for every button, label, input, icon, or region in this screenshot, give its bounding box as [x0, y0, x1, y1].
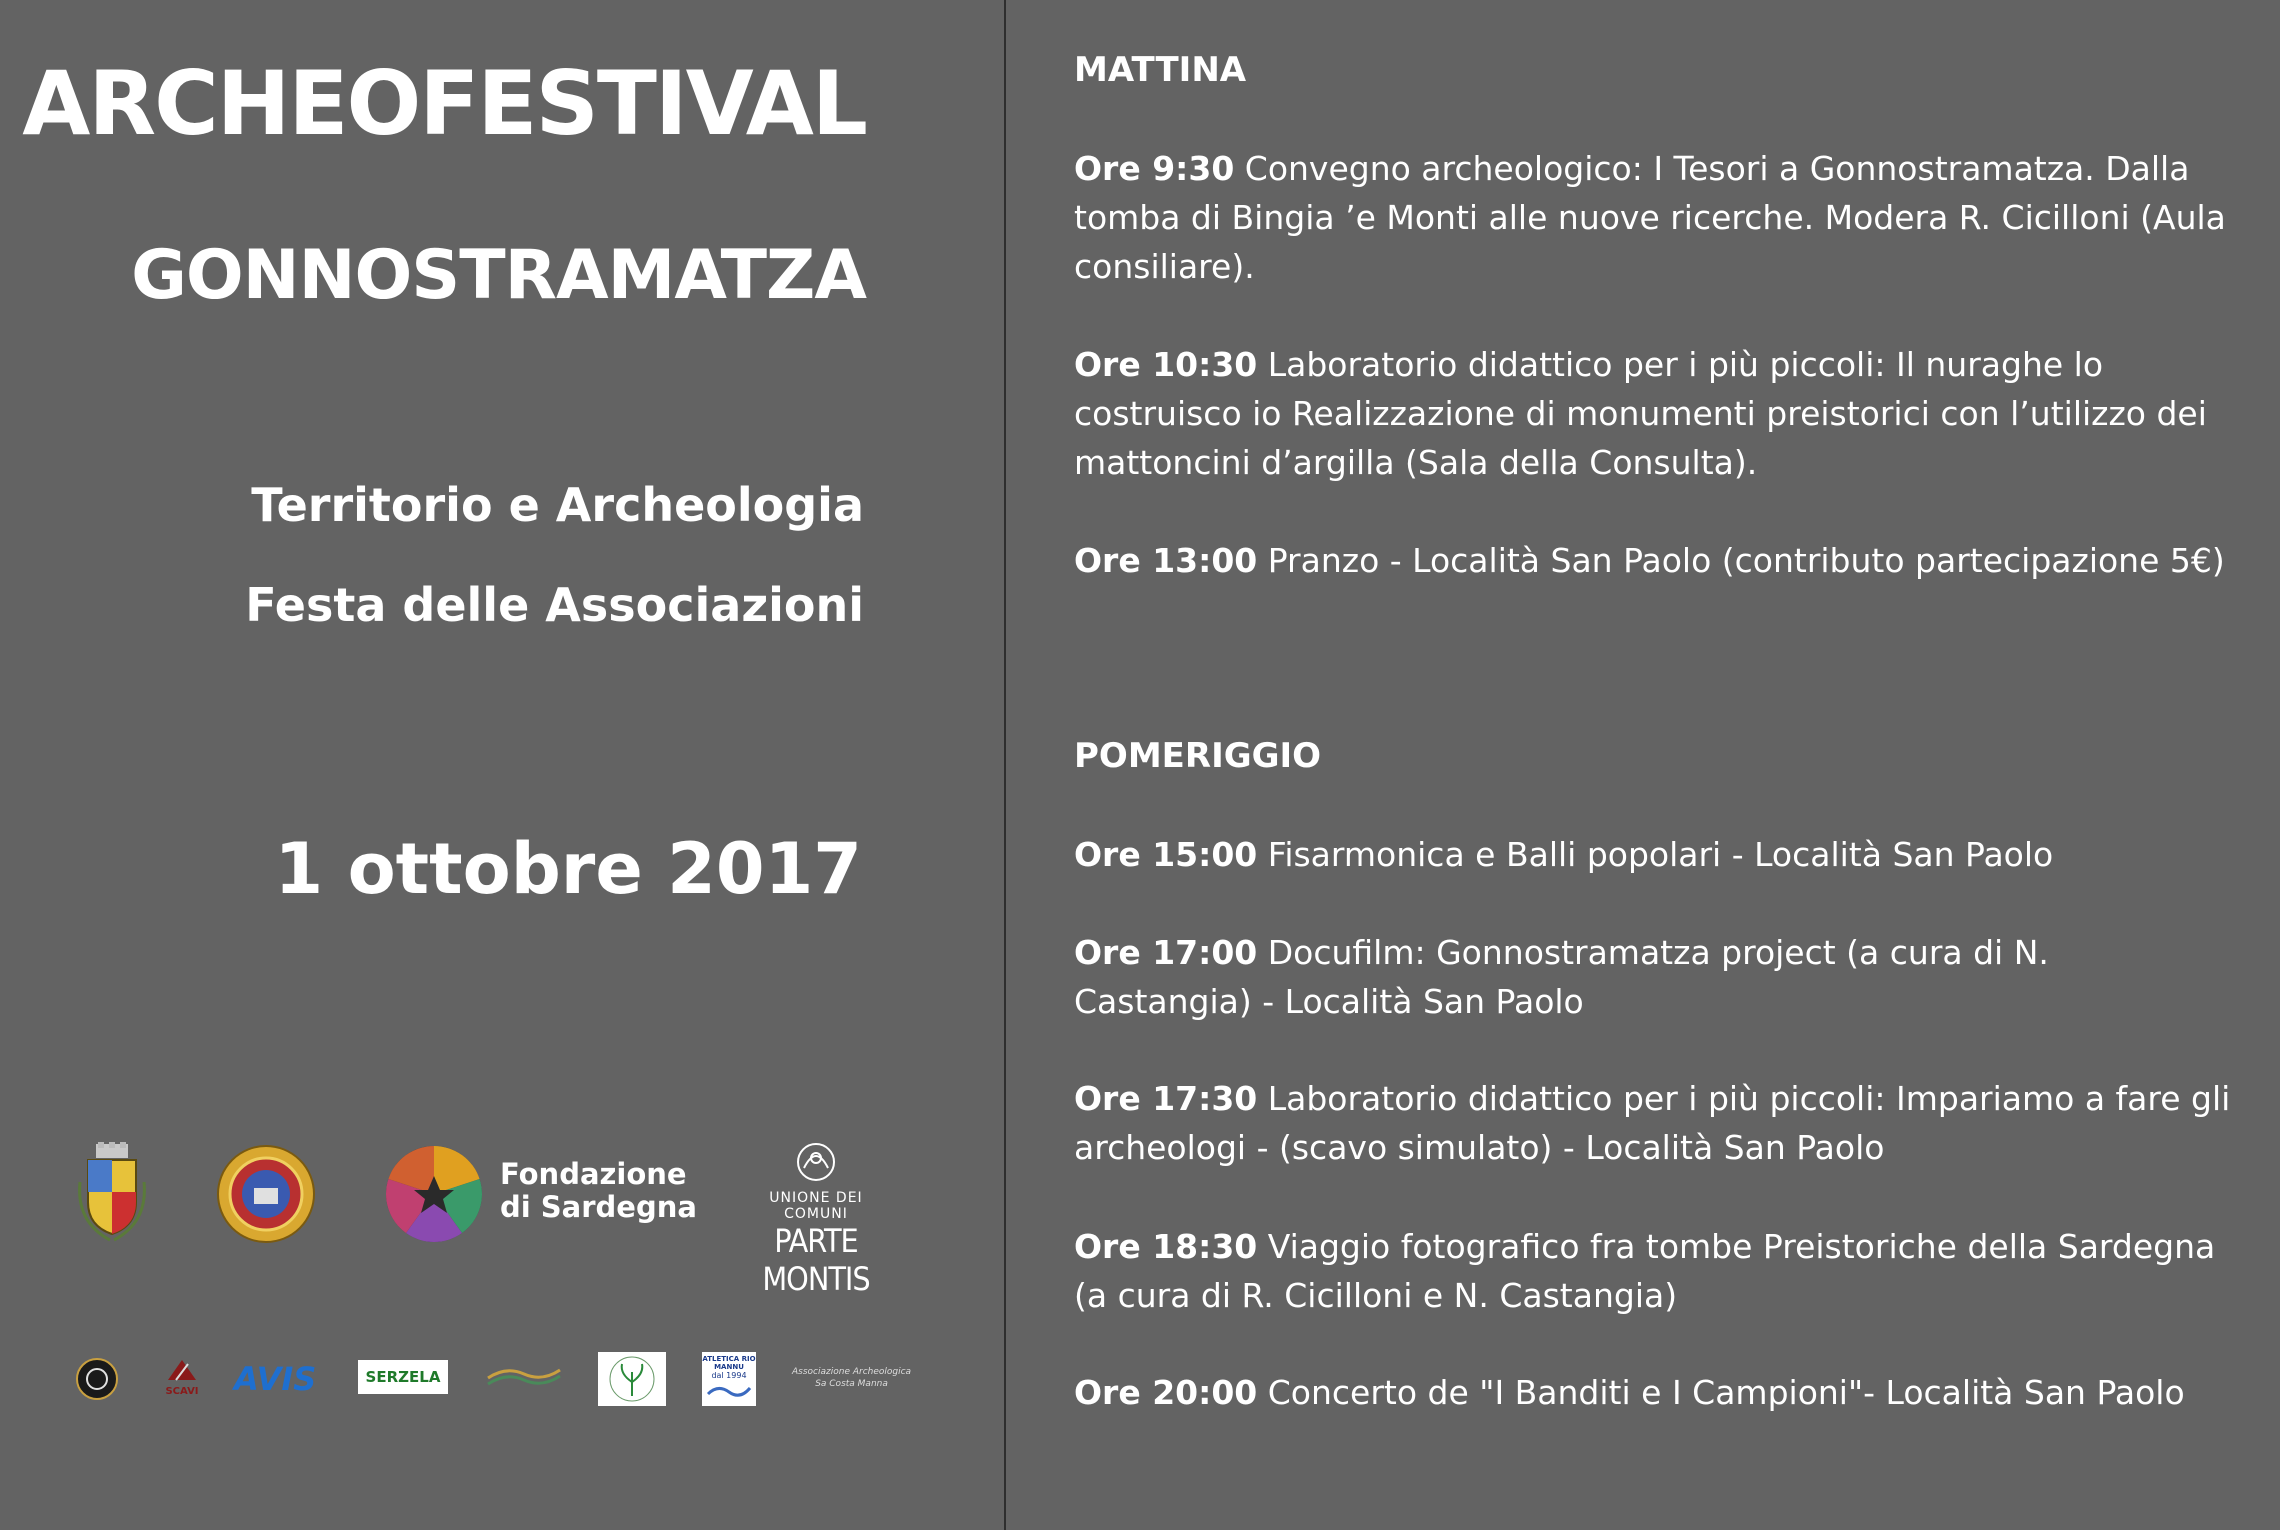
university-seal-logo — [216, 1144, 316, 1248]
scavi-logo — [164, 1356, 200, 1397]
entry-time: Ore 18:30 — [1074, 1227, 1258, 1266]
parte-montis-small-text: UNIONE DEI COMUNI — [769, 1190, 863, 1222]
fondazione-sardegna-logo — [384, 1144, 484, 1248]
parte-montis-logo — [736, 1138, 896, 1298]
entry-time: Ore 15:00 — [1074, 835, 1258, 874]
plant-association-logo — [598, 1352, 666, 1406]
festival-place: GONNOSTRAMATZA — [131, 236, 866, 315]
program-entry — [1074, 340, 2234, 487]
entry-text: Laboratorio didattico per i più piccoli: Il nuraghe lo costruisco io Realizzazione di monumenti preistorici con l’utilizzo dei mattoncini d’argilla (Sala della Consulta). — [1074, 345, 2207, 482]
entry-time: Ore 17:30 — [1074, 1079, 1258, 1118]
entry-time: Ore 20:00 — [1074, 1373, 1258, 1412]
parte-montis-big-text: PARTE MONTIS — [762, 1222, 870, 1298]
program-entry — [1074, 536, 2234, 585]
section-pomeriggio-heading: POMERIGGIO — [1074, 736, 1322, 776]
fondazione-line2: di Sardegna — [500, 1190, 697, 1224]
serzela-logo — [358, 1360, 448, 1394]
subtitle-associazioni: Festa delle Associazioni — [245, 578, 864, 632]
moto-club-logo — [76, 1358, 118, 1404]
entry-text: Convegno archeologico: I Tesori a Gonnostramatza. Dalla tomba di Bingia ’e Monti alle nuove ricerche. Modera R. Cicilloni (Aula consiliare). — [1074, 149, 2226, 286]
event-date: 1 ottobre 2017 — [274, 828, 862, 910]
program-panel — [1006, 0, 2280, 1530]
section-mattina-heading: MATTINA — [1074, 50, 1247, 90]
atletica-text: ATLETICA RIO MANNU — [702, 1355, 756, 1371]
subtitle-territorio: Territorio e Archeologia — [251, 478, 864, 532]
program-entry — [1074, 830, 2234, 879]
festival-title: ARCHEOFESTIVAL — [22, 52, 866, 155]
entry-text: Pranzo - Località San Paolo (contributo partecipazione 5€) — [1257, 541, 2225, 580]
avis-logo — [234, 1360, 316, 1398]
fondazione-line1: Fondazione — [500, 1157, 687, 1191]
entry-time: Ore 17:00 — [1074, 933, 1258, 972]
atletica-year: dal 1994 — [711, 1371, 747, 1380]
program-entry — [1074, 1368, 2234, 1417]
entry-time: Ore 10:30 — [1074, 345, 1258, 384]
entry-text: Laboratorio didattico per i più piccoli: Impariamo a fare gli archeologi - (scavo simulato) - Località San Paolo — [1074, 1079, 2231, 1167]
left-panel — [0, 0, 1004, 1530]
fondazione-sardegna-text — [500, 1158, 697, 1224]
entry-time: Ore 9:30 — [1074, 149, 1235, 188]
sa-costa-manna-logo — [792, 1366, 911, 1390]
entry-text: Docufilm: Gonnostramatza project (a cura di N. Castangia) - Località San Paolo — [1074, 933, 2049, 1021]
avis-text: AVIS — [234, 1360, 317, 1398]
serzela-text: SERZELA — [365, 1368, 441, 1386]
program-entry — [1074, 928, 2234, 1026]
entry-text: Fisarmonica e Balli popolari - Località San Paolo — [1257, 835, 2054, 874]
entry-text: Concerto de "I Banditi e I Campioni"- Località San Paolo — [1257, 1373, 2185, 1412]
entry-text: Viaggio fotografico fra tombe Preistoriche della Sardegna (a cura di R. Cicilloni e N. Castangia) — [1074, 1227, 2216, 1315]
assoc-line2: Sa Costa Manna — [815, 1379, 888, 1389]
wave-logo — [486, 1360, 562, 1394]
atletica-rio-mannu-logo — [702, 1352, 756, 1406]
assoc-line1: Associazione Archeologica — [792, 1367, 912, 1377]
parte-montis-emblem-icon — [786, 1138, 846, 1186]
scavi-text: SCAVI — [165, 1386, 199, 1397]
entry-time: Ore 13:00 — [1074, 541, 1258, 580]
program-entry — [1074, 1222, 2234, 1320]
comune-coat-of-arms-logo — [74, 1142, 150, 1246]
program-entry — [1074, 1074, 2234, 1172]
program-entry — [1074, 144, 2234, 291]
